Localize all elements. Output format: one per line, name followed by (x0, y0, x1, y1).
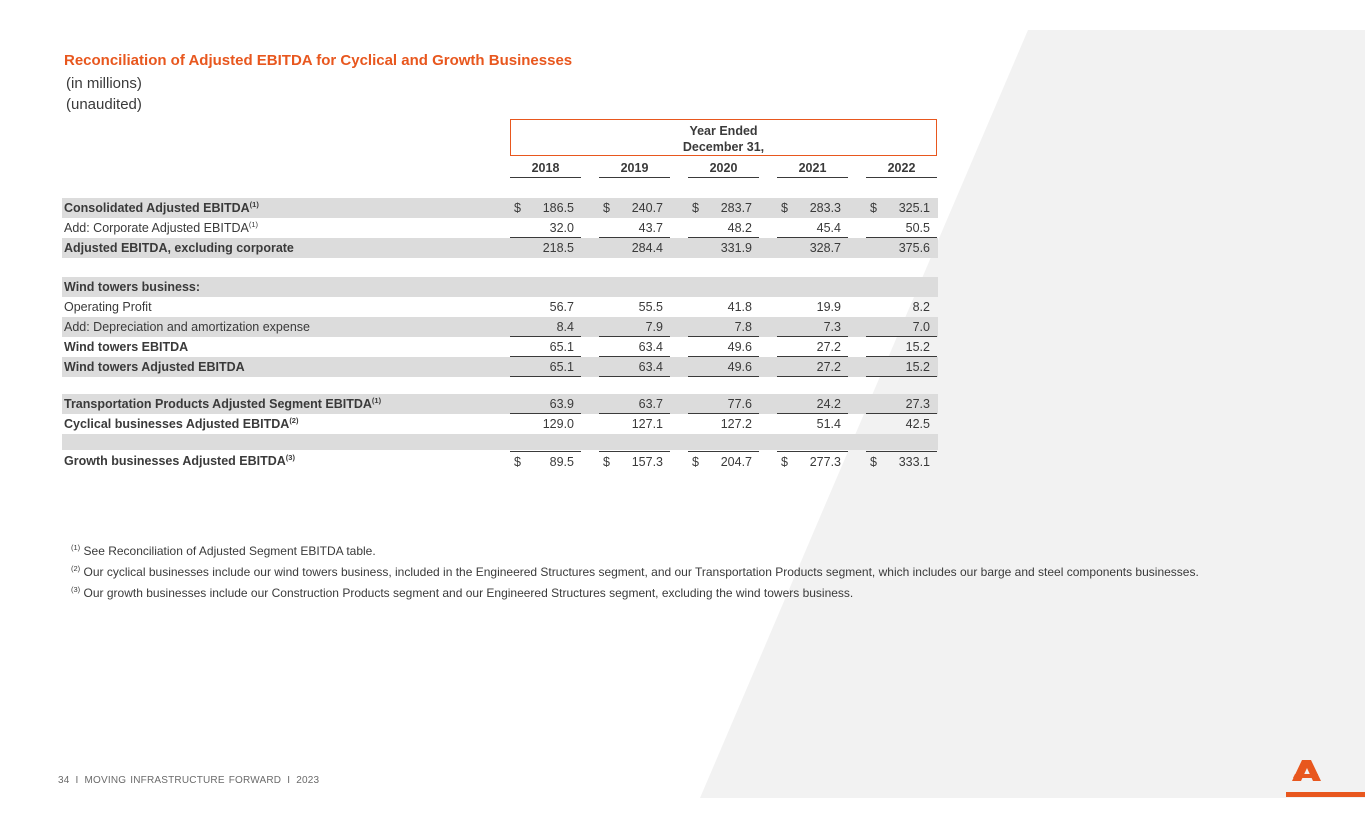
value-cell-2020: 49.6 (688, 337, 759, 357)
value-cell-2022: 7.0 (866, 317, 937, 337)
value-cell-2019: 55.5 (638, 300, 663, 314)
value-cell-2021: 19.9 (816, 300, 841, 314)
value-cell-2020: 49.6 (688, 357, 759, 377)
year-header-2019: 2019 (599, 161, 670, 178)
value-cell-2018: 129.0 (542, 417, 574, 431)
value-cell-2018: 8.4 (510, 317, 581, 337)
value-cell-2021: 328.7 (809, 241, 841, 255)
value-cell-2019: 63.4 (599, 337, 670, 357)
footer-separator: I (75, 775, 79, 786)
value-cell-2020: 41.8 (727, 300, 752, 314)
value-cell-2020: $ 283.7 (692, 201, 752, 215)
value-cell-2021: 7.3 (777, 317, 848, 337)
value-cell-2019: $ 157.3 (599, 451, 670, 471)
value-cell-2020: 331.9 (720, 241, 752, 255)
value-cell-2018: 218.5 (542, 241, 574, 255)
table-row-operating-profit (62, 297, 938, 317)
value-cell-2019: 63.4 (599, 357, 670, 377)
row-label: Operating Profit (64, 300, 152, 314)
value-cell-2019: 43.7 (599, 218, 670, 238)
footnote-3: $^{(3)}$ Our growth businesses include our Construction Products segment and our Engineered Structures segment, excluding the wind towers business. (71, 585, 854, 600)
value-cell-2022: 15.2 (866, 357, 937, 377)
period-line-1: Year Ended (689, 124, 758, 138)
table-row-corporate-adjusted-ebitda (62, 218, 938, 238)
subtitle-units: (in millions) (66, 75, 142, 92)
value-cell-2021: 24.2 (777, 394, 848, 414)
table-row-cyclical-businesses-ebitda (62, 414, 938, 434)
value-cell-2019: $ 240.7 (603, 201, 663, 215)
page-footer (58, 775, 319, 786)
row-label: Cyclical businesses Adjusted EBITDA$^{(2)}$ (64, 416, 299, 431)
value-cell-2020: 7.8 (688, 317, 759, 337)
value-cell-2018: 63.9 (510, 394, 581, 414)
footnote-2: $^{(2)}$ Our cyclical businesses include our wind towers business, included in the Engineered Structures segment, and our Transportation Products segment, which includes our barge and steel components businesses. (71, 564, 1199, 579)
page-number: 34 (58, 775, 70, 786)
table-row-transportation-products-ebitda (62, 394, 938, 414)
table-row-depreciation-amortization (62, 317, 938, 337)
period-line-2: December 31, (682, 140, 765, 154)
value-cell-2022: 50.5 (866, 218, 937, 238)
value-cell-2022: 8.2 (912, 300, 930, 314)
year-header-2021: 2021 (777, 161, 848, 178)
row-label: Wind towers Adjusted EBITDA (64, 360, 245, 374)
footer-separator: I (287, 775, 291, 786)
table-row-wind-towers-ebitda (62, 337, 938, 357)
company-logo-icon (1284, 757, 1365, 801)
value-cell-2021: $ 277.3 (777, 451, 848, 471)
value-cell-2019: 7.9 (599, 317, 670, 337)
table-row-consolidated-adjusted-ebitda (62, 198, 938, 218)
value-cell-2018: 32.0 (510, 218, 581, 238)
year-header-2020: 2020 (688, 161, 759, 178)
value-cell-2022: $ 333.1 (866, 451, 937, 471)
row-label: Add: Depreciation and amortization expense (64, 320, 310, 334)
table-row-wind-towers-heading (62, 277, 938, 297)
table-row-spacer (62, 434, 938, 450)
value-cell-2022: 27.3 (866, 394, 937, 414)
value-cell-2018: 65.1 (510, 337, 581, 357)
subtitle-audit: (unaudited) (66, 96, 142, 113)
value-cell-2021: 27.2 (777, 337, 848, 357)
row-label: Consolidated Adjusted EBITDA$^{(1)}$ (64, 200, 259, 215)
row-label: Growth businesses Adjusted EBITDA$^{(3)}$ (64, 453, 295, 468)
value-cell-2021: $ 283.3 (781, 201, 841, 215)
value-cell-2019: 127.1 (631, 417, 663, 431)
row-label: Wind towers business: (64, 280, 201, 294)
value-cell-2021: 45.4 (777, 218, 848, 238)
footnotes (71, 543, 1206, 606)
row-label: Adjusted EBITDA, excluding corporate (64, 241, 294, 255)
value-cell-2020: 127.2 (720, 417, 752, 431)
footnote-1: $^{(1)}$ See Reconciliation of Adjusted Segment EBITDA table. (71, 543, 376, 558)
value-cell-2022: 375.6 (898, 241, 930, 255)
value-cell-2018: 65.1 (510, 357, 581, 377)
footer-year: 2023 (296, 775, 320, 786)
year-header-2018: 2018 (510, 161, 581, 178)
year-header-2022: 2022 (866, 161, 937, 178)
row-label: Transportation Products Adjusted Segment EBITDA$^{(1)}$ (64, 396, 382, 411)
table-row-growth-businesses-ebitda (62, 451, 938, 471)
value-cell-2019: 63.7 (599, 394, 670, 414)
value-cell-2018: 56.7 (549, 300, 574, 314)
table-row-adjusted-ebitda-excluding-corporate (62, 238, 938, 258)
value-cell-2021: 51.4 (816, 417, 841, 431)
table-row-wind-towers-adjusted-ebitda (62, 357, 938, 377)
row-label: Wind towers EBITDA (64, 340, 189, 354)
value-cell-2020: 77.6 (688, 394, 759, 414)
value-cell-2022: $ 325.1 (870, 201, 930, 215)
value-cell-2019: 284.4 (631, 241, 663, 255)
value-cell-2022: 15.2 (866, 337, 937, 357)
period-header-box (510, 119, 937, 156)
value-cell-2020: $ 204.7 (688, 451, 759, 471)
value-cell-2018: $ 89.5 (510, 451, 581, 471)
value-cell-2020: 48.2 (688, 218, 759, 238)
footer-tagline: MOVING INFRASTRUCTURE FORWARD (84, 775, 282, 786)
row-label: Add: Corporate Adjusted EBITDA$^{(1)}$ (64, 220, 258, 235)
value-cell-2018: $ 186.5 (514, 201, 574, 215)
value-cell-2021: 27.2 (777, 357, 848, 377)
page-title: Reconciliation of Adjusted EBITDA for Cyclical and Growth Businesses (64, 52, 573, 69)
value-cell-2022: 42.5 (905, 417, 930, 431)
